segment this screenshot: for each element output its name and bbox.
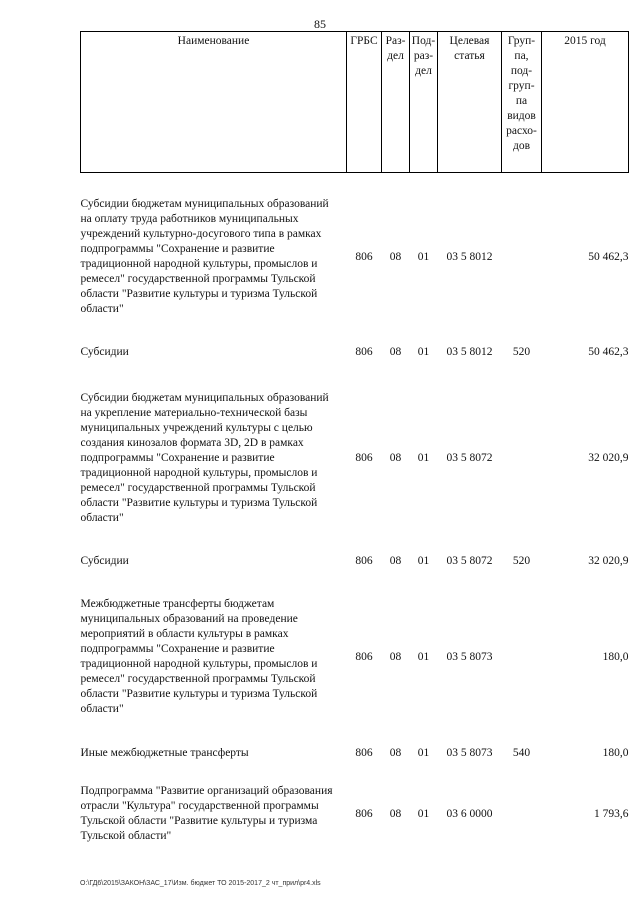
- row-name: Субсидии: [80, 554, 129, 567]
- row-amount: 180,0: [602, 650, 629, 663]
- row-grbs: 806: [355, 451, 373, 464]
- table-row: [81, 375, 629, 541]
- header-gruppa: Груп- па, под- груп- па видов расхо- дов: [502, 32, 542, 173]
- row-amount: 32 020,9: [588, 554, 629, 567]
- header-celevaya: Целевая статья: [438, 32, 502, 173]
- row-gruppa: [502, 773, 542, 855]
- row-podrazdel: 01: [417, 345, 430, 358]
- row-gruppa: [502, 185, 542, 329]
- table-header: [81, 32, 629, 173]
- row-podrazdel: 01: [417, 554, 430, 567]
- budget-table: [80, 31, 629, 855]
- row-razdel: 08: [389, 746, 402, 759]
- file-path-footer: O:\ГД6\2015\ЗАКОН\ЗАС_17\Изм. бюджет ТО 2015-2017_2 чт_прил\pr4.xls: [80, 880, 321, 887]
- row-podrazdel: 01: [417, 807, 430, 820]
- row-name: Подпрограмма "Развитие организаций образования отрасли "Культура" государственной программы Тульской области "Развитие культуры и туризма Тульской области": [80, 785, 333, 842]
- row-grbs: 806: [355, 650, 373, 663]
- row-name: Субсидии: [80, 345, 129, 358]
- row-podrazdel: 01: [417, 250, 430, 263]
- row-celevaya: 03 5 8073: [446, 650, 493, 663]
- row-podrazdel: 01: [417, 746, 430, 759]
- row-razdel: 08: [389, 250, 402, 263]
- row-celevaya: 03 5 8012: [446, 345, 493, 358]
- row-razdel: 08: [389, 807, 402, 820]
- table-row: [81, 541, 629, 581]
- header-name: Наименование: [81, 32, 347, 173]
- row-amount: 50 462,3: [588, 345, 629, 358]
- row-grbs: 806: [355, 746, 373, 759]
- row-name: Субсидии бюджетам муниципальных образований на оплату труда работников муниципальных учреждений культурно-досугового типа в рамках подпрограммы "Сохранение и развитие традиционной народной культуры, промыслов и ремесел" государственной программы Тульской области "Развитие культуры и туризма Тульской области": [80, 198, 329, 315]
- row-gruppa: [502, 375, 542, 541]
- row-razdel: 08: [389, 451, 402, 464]
- row-amount: 180,0: [602, 746, 629, 759]
- header-razdel: Раз- дел: [382, 32, 410, 173]
- row-razdel: 08: [389, 554, 402, 567]
- header-podrazdel: Под- раз- дел: [410, 32, 438, 173]
- table-row: [81, 185, 629, 329]
- row-podrazdel: 01: [417, 451, 430, 464]
- row-gruppa: 520: [512, 554, 531, 567]
- row-gruppa: 540: [512, 746, 531, 759]
- row-amount: 32 020,9: [588, 451, 629, 464]
- row-celevaya: 03 5 8073: [446, 746, 493, 759]
- row-name: Межбюджетные трансферты бюджетам муниципальных образований на проведение мероприятий в области культуры в рамках подпрограммы "Сохранение и развитие традиционной народной культуры, промыслов и ремесел" государственной программы Тульской области "Развитие культуры и туризма Тульской области": [80, 598, 318, 715]
- table-body: [81, 173, 629, 856]
- row-gruppa: [502, 581, 542, 733]
- row-podrazdel: 01: [417, 650, 430, 663]
- table-row: [81, 773, 629, 855]
- row-celevaya: 03 5 8072: [446, 554, 493, 567]
- row-celevaya: 03 5 8012: [446, 250, 493, 263]
- row-celevaya: 03 5 8072: [446, 451, 493, 464]
- page-number: 85: [314, 17, 326, 31]
- row-amount: 1 793,6: [594, 807, 629, 820]
- row-razdel: 08: [389, 345, 402, 358]
- row-grbs: 806: [355, 345, 373, 358]
- row-name: Субсидии бюджетам муниципальных образований на укрепление материально-технической базы муниципальных учреждений культуры с целью создания кинозалов формата 3D, 2D в рамках подпрограммы "Сохранение и развитие традиционной народной культуры, промыслов и ремесел" государственной программы Тульской области "Развитие культуры и туризма Тульской области": [80, 391, 329, 524]
- row-amount: 50 462,3: [588, 250, 629, 263]
- row-grbs: 806: [355, 807, 373, 820]
- row-grbs: 806: [355, 554, 373, 567]
- table-row: [81, 329, 629, 375]
- row-razdel: 08: [389, 650, 402, 663]
- header-grbs: ГРБС: [347, 32, 382, 173]
- row-grbs: 806: [355, 250, 373, 263]
- header-year: 2015 год: [542, 32, 629, 173]
- table-row: [81, 581, 629, 733]
- row-celevaya: 03 6 0000: [446, 807, 493, 820]
- row-name: Иные межбюджетные трансферты: [80, 746, 249, 759]
- table-row: [81, 733, 629, 773]
- row-gruppa: 520: [512, 345, 531, 358]
